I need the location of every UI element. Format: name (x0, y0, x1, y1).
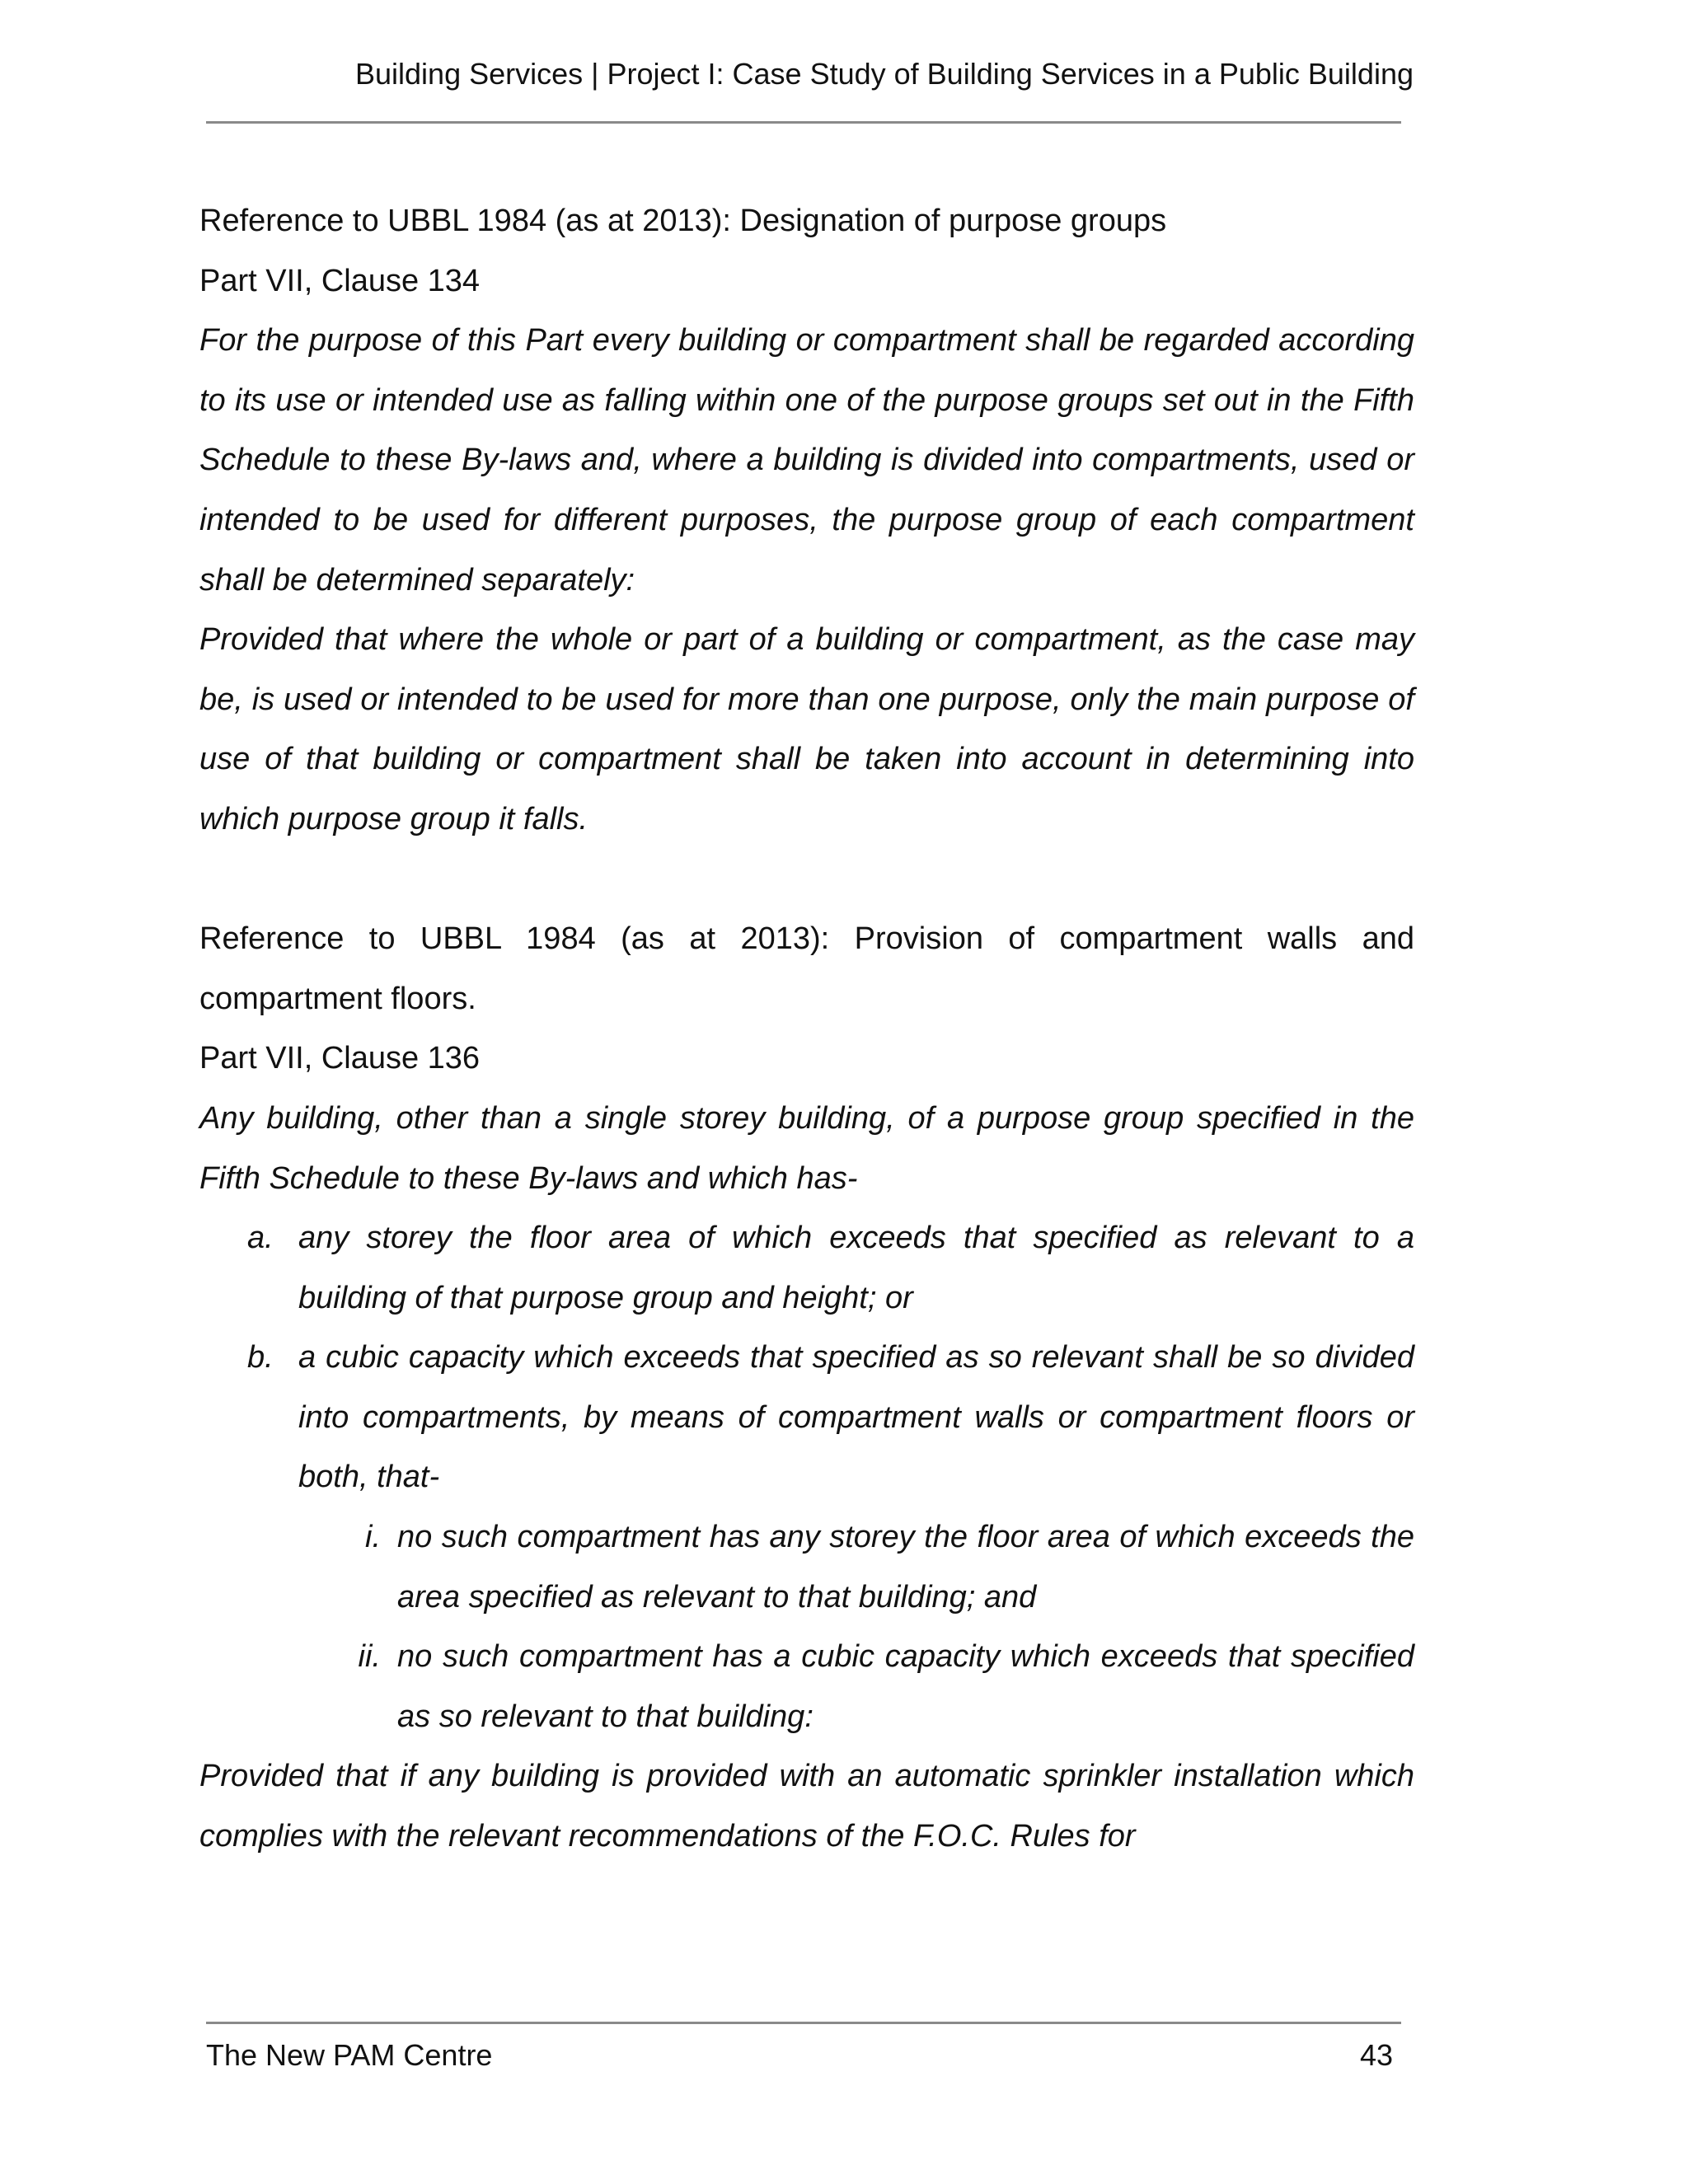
list-marker-b: b. (247, 1340, 274, 1376)
list-item-ii (298, 1627, 1414, 1746)
list-text-b: a cubic capacity which exceeds that specified as so relevant shall be so divided into compartments, by means of compartment walls or compartment floors or both, that- (298, 1340, 1414, 1495)
page-content (199, 191, 1414, 1867)
list-text-ii: no such compartment has a cubic capacity which exceeds that specified as so relevant to that building: (397, 1639, 1414, 1734)
section2-reference: Reference to UBBL 1984 (as at 2013): Provision of compartment walls and compartment floors. (199, 921, 1414, 1016)
page-number: 43 (1359, 2038, 1393, 2072)
list-item-a (199, 1208, 1414, 1328)
section-gap (199, 850, 1414, 910)
running-header: Building Services | Project I: Case Study of Building Services in a Public Building (355, 57, 1414, 91)
section1-reference: Reference to UBBL 1984 (as at 2013): Designation of purpose groups (199, 204, 1167, 238)
footer-title: The New PAM Centre (206, 2038, 493, 2072)
list-text-a: any storey the floor area of which exceeds that specified as relevant to a building of that purpose group and height; or (298, 1221, 1414, 1315)
section2-intro: Any building, other than a single storey building, of a purpose group specified in the Fifth Schedule to these By-laws and which has- (199, 1100, 1414, 1196)
section1-proviso: Provided that where the whole or part of a building or compartment, as the case may be, is used or intended to be used for more than one purpose, only the main purpose of use of that building or compartment shall be taken into account in determining into which purpose group it falls. (199, 622, 1414, 837)
footer-rule (206, 2022, 1401, 2024)
list-marker-i: i. (365, 1520, 381, 1555)
list-marker-ii: ii. (358, 1639, 381, 1675)
section1-body: For the purpose of this Part every building or compartment shall be regarded according to its use or intended use as falling within one of the purpose groups set out in the Fifth Schedule to these By-laws and, where a building is divided into compartments, used or intended to be used for different purposes, the purpose group of each compartment shall be determined separately: (199, 323, 1414, 598)
section2-clause: Part VII, Clause 136 (199, 1041, 481, 1076)
alpha-list (199, 1208, 1414, 1746)
list-marker-a: a. (247, 1221, 274, 1256)
section1-clause: Part VII, Clause 134 (199, 263, 481, 298)
list-item-b (199, 1328, 1414, 1746)
header-rule (206, 121, 1401, 124)
list-text-i: no such compartment has any storey the floor area of which exceeds the area specified as relevant to that building; and (397, 1520, 1414, 1615)
roman-list (298, 1507, 1414, 1746)
list-item-i (298, 1507, 1414, 1627)
section2-proviso: Provided that if any building is provided with an automatic sprinkler installation which complies with the relevant recommendations of the F.O.C. Rules for (199, 1759, 1414, 1854)
